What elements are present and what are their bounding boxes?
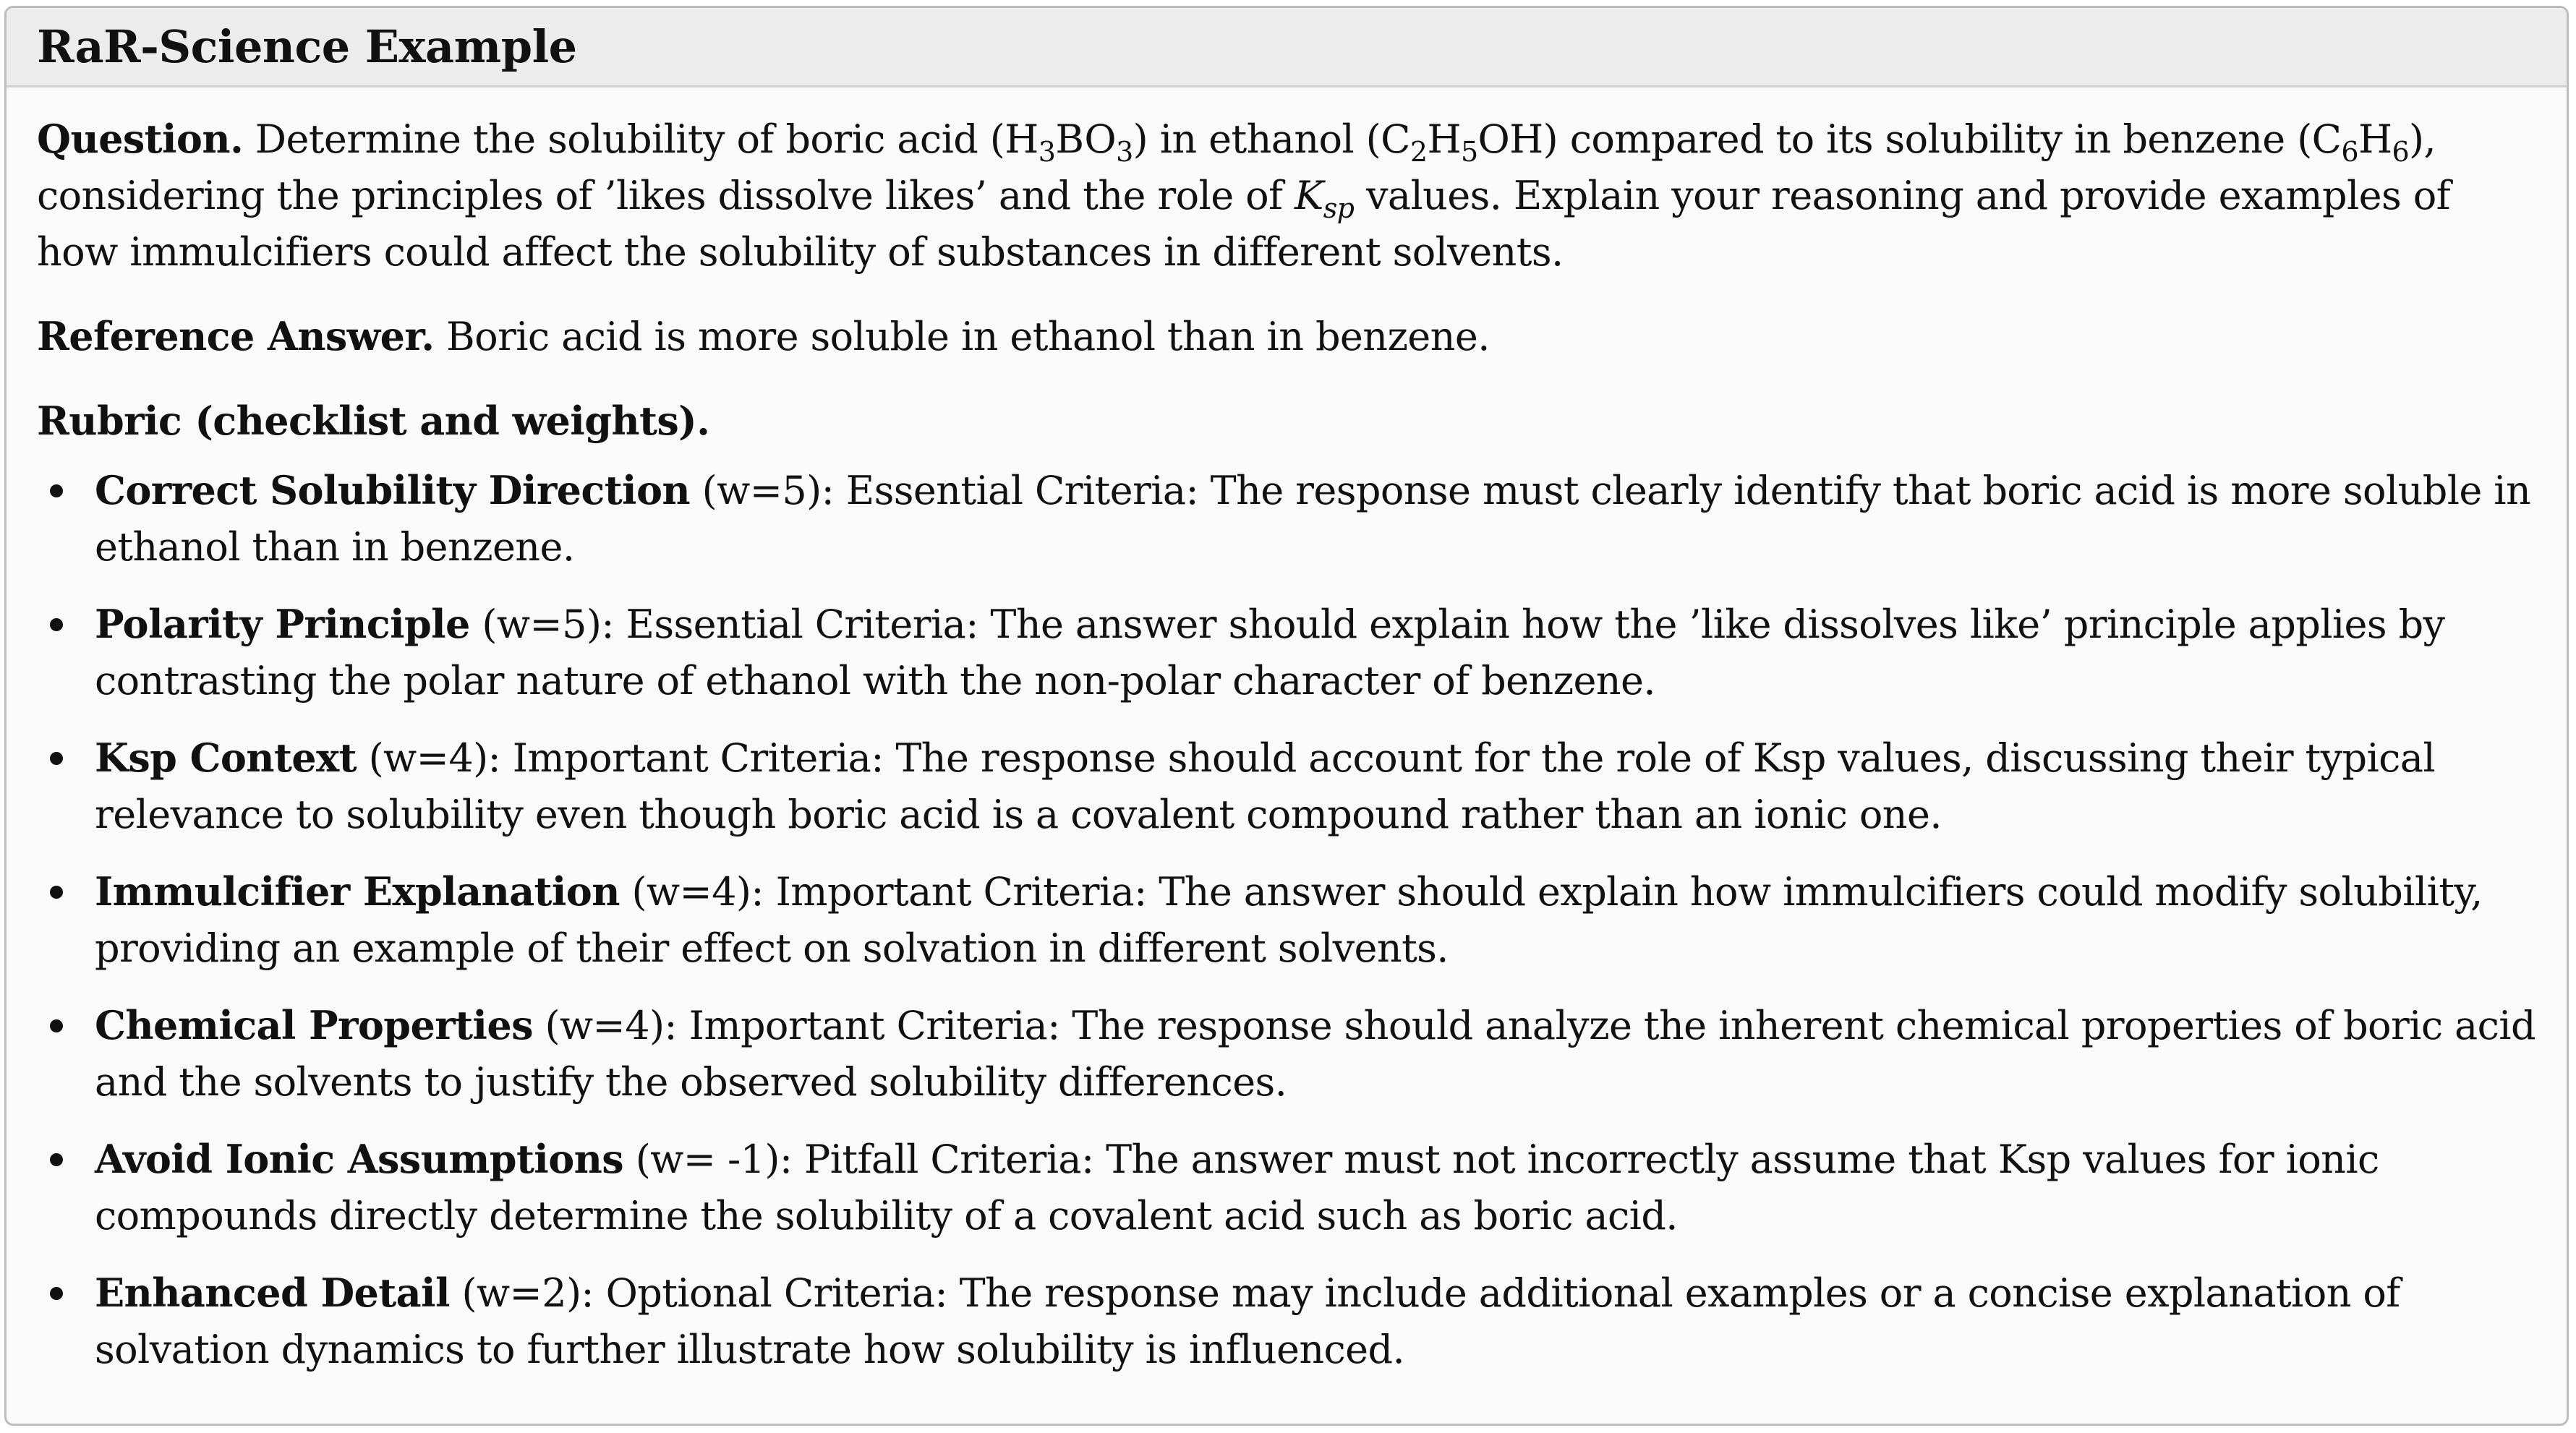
criterion-description: Optional Criteria: The response may include additional examples or a concise explanation of solvation dynamics to further illustrate how solubility is influenced. [95,1270,2400,1372]
criterion-name: Polarity Principle [95,601,470,647]
criterion-weight: (w=5): [701,468,835,513]
rubric-item [37,462,2538,576]
subscript: 2 [1409,135,1428,168]
bullet-icon [50,1153,63,1166]
criterion-weight: (w= -1): [635,1137,793,1182]
rubric-item [37,730,2538,843]
reference-label: Reference Answer. [37,313,435,359]
subscript: 6 [2341,135,2358,168]
bullet-icon [50,618,63,631]
criterion-description: Essential Criteria: The response must clearly identify that boric acid is more soluble in ethanol than in benzene. [95,468,2531,570]
rubric-heading: Rubric (checklist and weights). [37,398,710,444]
bullet-icon [50,1287,63,1300]
criterion-description: Important Criteria: The response should account for the role of Ksp values, discussing their typical relevance to solubility even though boric acid is a covalent compound rather than an ionic one. [95,735,2436,837]
reference-paragraph [37,308,2538,365]
question-text: ), considering the principles of ’likes dissolve likes’ and the role of [37,116,2436,218]
criterion-name: Correct Solubility Direction [95,467,691,513]
reference-text: Boric acid is more soluble in ethanol than in benzene. [446,314,1490,359]
criterion-description: Pitfall Criteria: The answer must not incorrectly assume that Ksp values for ionic compounds directly determine the solubility of a covalent acid such as boric acid. [95,1137,2379,1239]
criterion-weight: (w=4): [631,869,764,915]
criterion-weight: (w=4): [368,735,501,781]
criterion-description: Important Criteria: The answer should explain how immulcifiers could modify solubility, providing an example of their effect on solvation in different solvents. [95,869,2483,971]
rubric-item [37,997,2538,1111]
question-text: H [2358,116,2392,162]
criterion-weight: (w=5): [482,602,614,647]
box-title: RaR-Science Example [37,20,577,73]
question-text: values. Explain your reasoning and provide examples of how immulcifiers could affect the solubility of substances in different solvents. [37,173,2450,275]
question-paragraph [37,111,2538,281]
box-body [7,87,2567,1378]
subscript: 3 [1038,135,1056,168]
question-text: H [1427,116,1461,162]
criterion-name: Avoid Ionic Assumptions [95,1136,624,1182]
ksp-subscript: sp [1323,192,1355,224]
subscript: 3 [1116,135,1133,168]
criterion-name: Enhanced Detail [95,1270,450,1316]
rubric-item [37,1265,2538,1378]
question-text: Determine the solubility of boric acid (H [255,116,1038,162]
rubric-item [37,1131,2538,1244]
rubric-list [37,462,2538,1378]
criterion-description: Essential Criteria: The answer should explain how the ’like dissolves like’ principle applies by contrasting the polar nature of ethanol with the non-polar character of benzene. [95,602,2445,703]
criterion-description: Important Criteria: The response should analyze the inherent chemical properties of boric acid and the solvents to justify the observed solubility differences. [95,1003,2536,1105]
rubric-item [37,863,2538,977]
question-text: OH) compared to its solubility in benzene (C [1477,116,2342,162]
criterion-weight: (w=4): [545,1003,678,1048]
ksp-symbol: K [1295,173,1323,218]
bullet-icon [50,886,63,899]
bullet-icon [50,1019,63,1032]
question-label: Question. [37,116,244,162]
rubric-item [37,596,2538,709]
bullet-icon [50,484,63,497]
example-box [4,6,2569,1426]
criterion-name: Immulcifier Explanation [95,868,620,915]
question-text: ) in ethanol (C [1133,116,1410,162]
bullet-icon [50,752,63,765]
criterion-name: Ksp Context [95,735,357,781]
subscript: 5 [1460,135,1478,168]
subscript: 6 [2392,135,2410,168]
box-header [7,8,2567,87]
criterion-weight: (w=2): [461,1270,594,1316]
criterion-name: Chemical Properties [95,1002,533,1048]
question-text: BO [1055,116,1117,162]
